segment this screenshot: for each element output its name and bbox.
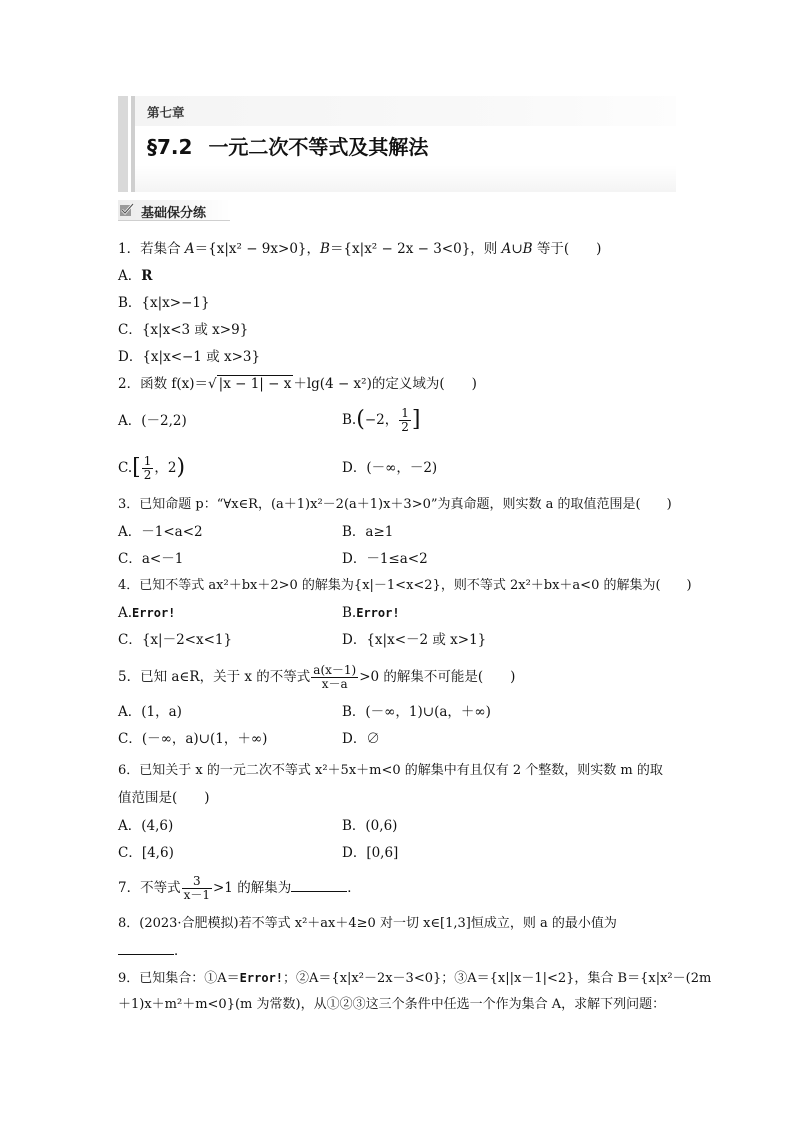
q5-option-d: D．∅: [342, 731, 380, 747]
q1-stem-prefix: 1．若集合: [118, 241, 185, 257]
q2-stem-prefix: 2．函数 f(x)＝: [118, 376, 209, 392]
q5-numerator: a(x－1): [313, 663, 357, 677]
q4-option-a: [118, 604, 175, 622]
q7-fraction: [182, 875, 212, 902]
q3-option-d: D．－1≤a<2: [342, 551, 428, 567]
q7-answer-blank: [291, 879, 347, 892]
q6-option-c: C．[4,6): [118, 845, 174, 861]
q7-numerator: 3: [192, 874, 201, 888]
q1-option-d: D．{x|x<−1 或 x>3}: [118, 349, 261, 365]
q3-option-b: B．a≥1: [342, 524, 394, 540]
q6-stem-line-2: 值范围是( ): [118, 790, 210, 806]
q6-option-d: D．[0,6]: [342, 845, 399, 861]
q7-end: ．: [347, 880, 361, 896]
q5-stem: [118, 659, 515, 695]
q4-option-c: C．{x|－2<x<1}: [118, 632, 233, 648]
q2-option-c-numerator: 1: [143, 454, 152, 468]
q3-option-c: C．a<－1: [118, 551, 184, 567]
q5-option-c: C．(－∞，a)∪(1，＋∞): [118, 731, 268, 747]
q2-option-b-label: B.: [342, 412, 357, 428]
q2-option-c: [118, 450, 185, 486]
q1-set-b: ＝{x|x² − 2x − 3<0}，则: [329, 241, 502, 257]
q6-option-b: B．(0,6): [342, 818, 398, 834]
q2-stem: [118, 375, 477, 393]
q2-option-b-fraction: [399, 407, 411, 434]
q4-option-b: [342, 604, 400, 622]
q8-answer-blank: [118, 942, 174, 955]
q8-end: ．: [174, 943, 188, 959]
q5-stem-prefix: 5．已知 a∈R，关于 x 的不等式: [118, 669, 311, 685]
q2-stem-suffix: ＋lg(4 − x²)的定义域为( ): [293, 376, 477, 392]
q2-option-b-numerator: 1: [401, 406, 409, 420]
q8-stem-line-1: 8．(2023·合肥模拟)若不等式 x²＋ax＋4≥0 对一切 x∈[1,3]恒成立，则 a 的最小值为: [118, 916, 617, 931]
q2-option-b-denominator: 2: [401, 420, 409, 434]
q2-option-c-denominator: 2: [143, 468, 152, 482]
q2-option-d: D．(－∞，－2): [342, 460, 438, 476]
q1-option-a: [118, 267, 152, 285]
q6-option-a: A．(4,6): [118, 818, 174, 834]
q2-option-c-paren: ): [176, 455, 186, 480]
q1-stem: [118, 240, 601, 258]
q1-set-b-name: B: [320, 241, 330, 257]
q4-option-b-label: B.: [342, 605, 357, 621]
q5-denominator: x－a: [311, 677, 358, 691]
q2-option-c-label: C.: [118, 460, 133, 476]
q1-set-a: ＝{x|x² − 9x>0}，: [194, 241, 321, 257]
q2-option-c-right: ，2: [154, 460, 177, 476]
section-tag-label: 基础保分练: [141, 206, 207, 221]
q8-stem-line-2: [118, 942, 188, 960]
q9-line-1-suffix: ；②A＝{x|x²－2x－3<0}；③A＝{x||x－1|<2}，集合 B＝{x|x²－(2m: [283, 971, 712, 986]
q9-error: Error!: [239, 971, 284, 985]
q3-option-a: A．－1<a<2: [118, 524, 203, 540]
q2-option-b-paren: (: [356, 407, 365, 432]
q3-stem: 3．已知命题 p：“∀x∈R，(a＋1)x²－2(a＋1)x＋3>0”为真命题，则实数 a 的取值范围是( ): [118, 497, 672, 512]
q4-option-a-label: A.: [118, 605, 133, 621]
q9-line-2: ＋1)x＋m²＋m<0}(m 为常数)，从①②③这三个条件中任选一个作为集合 A，求解下列问题：: [118, 997, 666, 1012]
sqrt-sign-icon: √: [208, 376, 217, 392]
q4-option-a-value: Error!: [132, 606, 176, 620]
q1-option-c: C．{x|x<3 或 x>9}: [118, 322, 249, 338]
section-tag: [118, 198, 230, 222]
q2-option-a: A．(－2,2): [118, 413, 187, 429]
q2-option-b: [342, 402, 420, 438]
q1-stem-suffix: 等于( ): [532, 241, 602, 257]
q9-line-1: [118, 969, 711, 988]
q2-option-c-bracket: [: [132, 455, 141, 480]
q1-option-a-value: R: [141, 268, 153, 284]
q4-option-d: D．{x|x<－2 或 x>1}: [342, 632, 487, 648]
header-band: [135, 96, 676, 126]
q5-option-b: B．(－∞，1)∪(a，＋∞): [342, 704, 491, 720]
q1-option-b: B．{x|x>−1}: [118, 295, 210, 311]
q2-option-b-bracket: ]: [411, 407, 421, 432]
header-accent-bar: [118, 96, 128, 192]
q7-denominator: x－1: [183, 888, 210, 902]
q1-set-a-name: A: [184, 241, 195, 257]
q1-option-a-label: A．: [118, 268, 142, 284]
q2-option-c-fraction: [142, 455, 154, 482]
q5-stem-suffix: >0 的解集不可能是( ): [359, 669, 516, 685]
q4-stem: 4．已知不等式 ax²＋bx＋2>0 的解集为{x|－1<x<2}，则不等式 2x²＋bx＋a<0 的解集为( ): [118, 578, 692, 593]
section-title-text: 一元二次不等式及其解法: [208, 135, 429, 159]
checkbox-check-icon: [119, 202, 135, 218]
chapter-header: [118, 96, 676, 192]
chapter-label: 第七章: [147, 105, 185, 120]
section-number: §7.2: [147, 135, 193, 159]
q7-stem-prefix: 7．不等式: [118, 880, 181, 896]
q7-stem-suffix: >1 的解集为: [213, 880, 292, 896]
q2-option-b-left: −2，: [364, 412, 399, 428]
q2-radicand: |x − 1| − x: [218, 376, 292, 392]
q5-option-a: A．(1，a): [118, 704, 182, 720]
q9-line-1-prefix: 9．已知集合：①A＝: [118, 971, 240, 986]
q5-fraction: [311, 664, 358, 691]
q6-stem-line-1: 6．已知关于 x 的一元二次不等式 x²＋5x＋m<0 的解集中有且仅有 2 个整数，则实数 m 的取: [118, 763, 663, 778]
q7-stem: [118, 870, 361, 906]
q1-union: A∪B: [501, 241, 533, 257]
section-title: [147, 131, 428, 160]
q4-option-b-value: Error!: [356, 606, 400, 620]
